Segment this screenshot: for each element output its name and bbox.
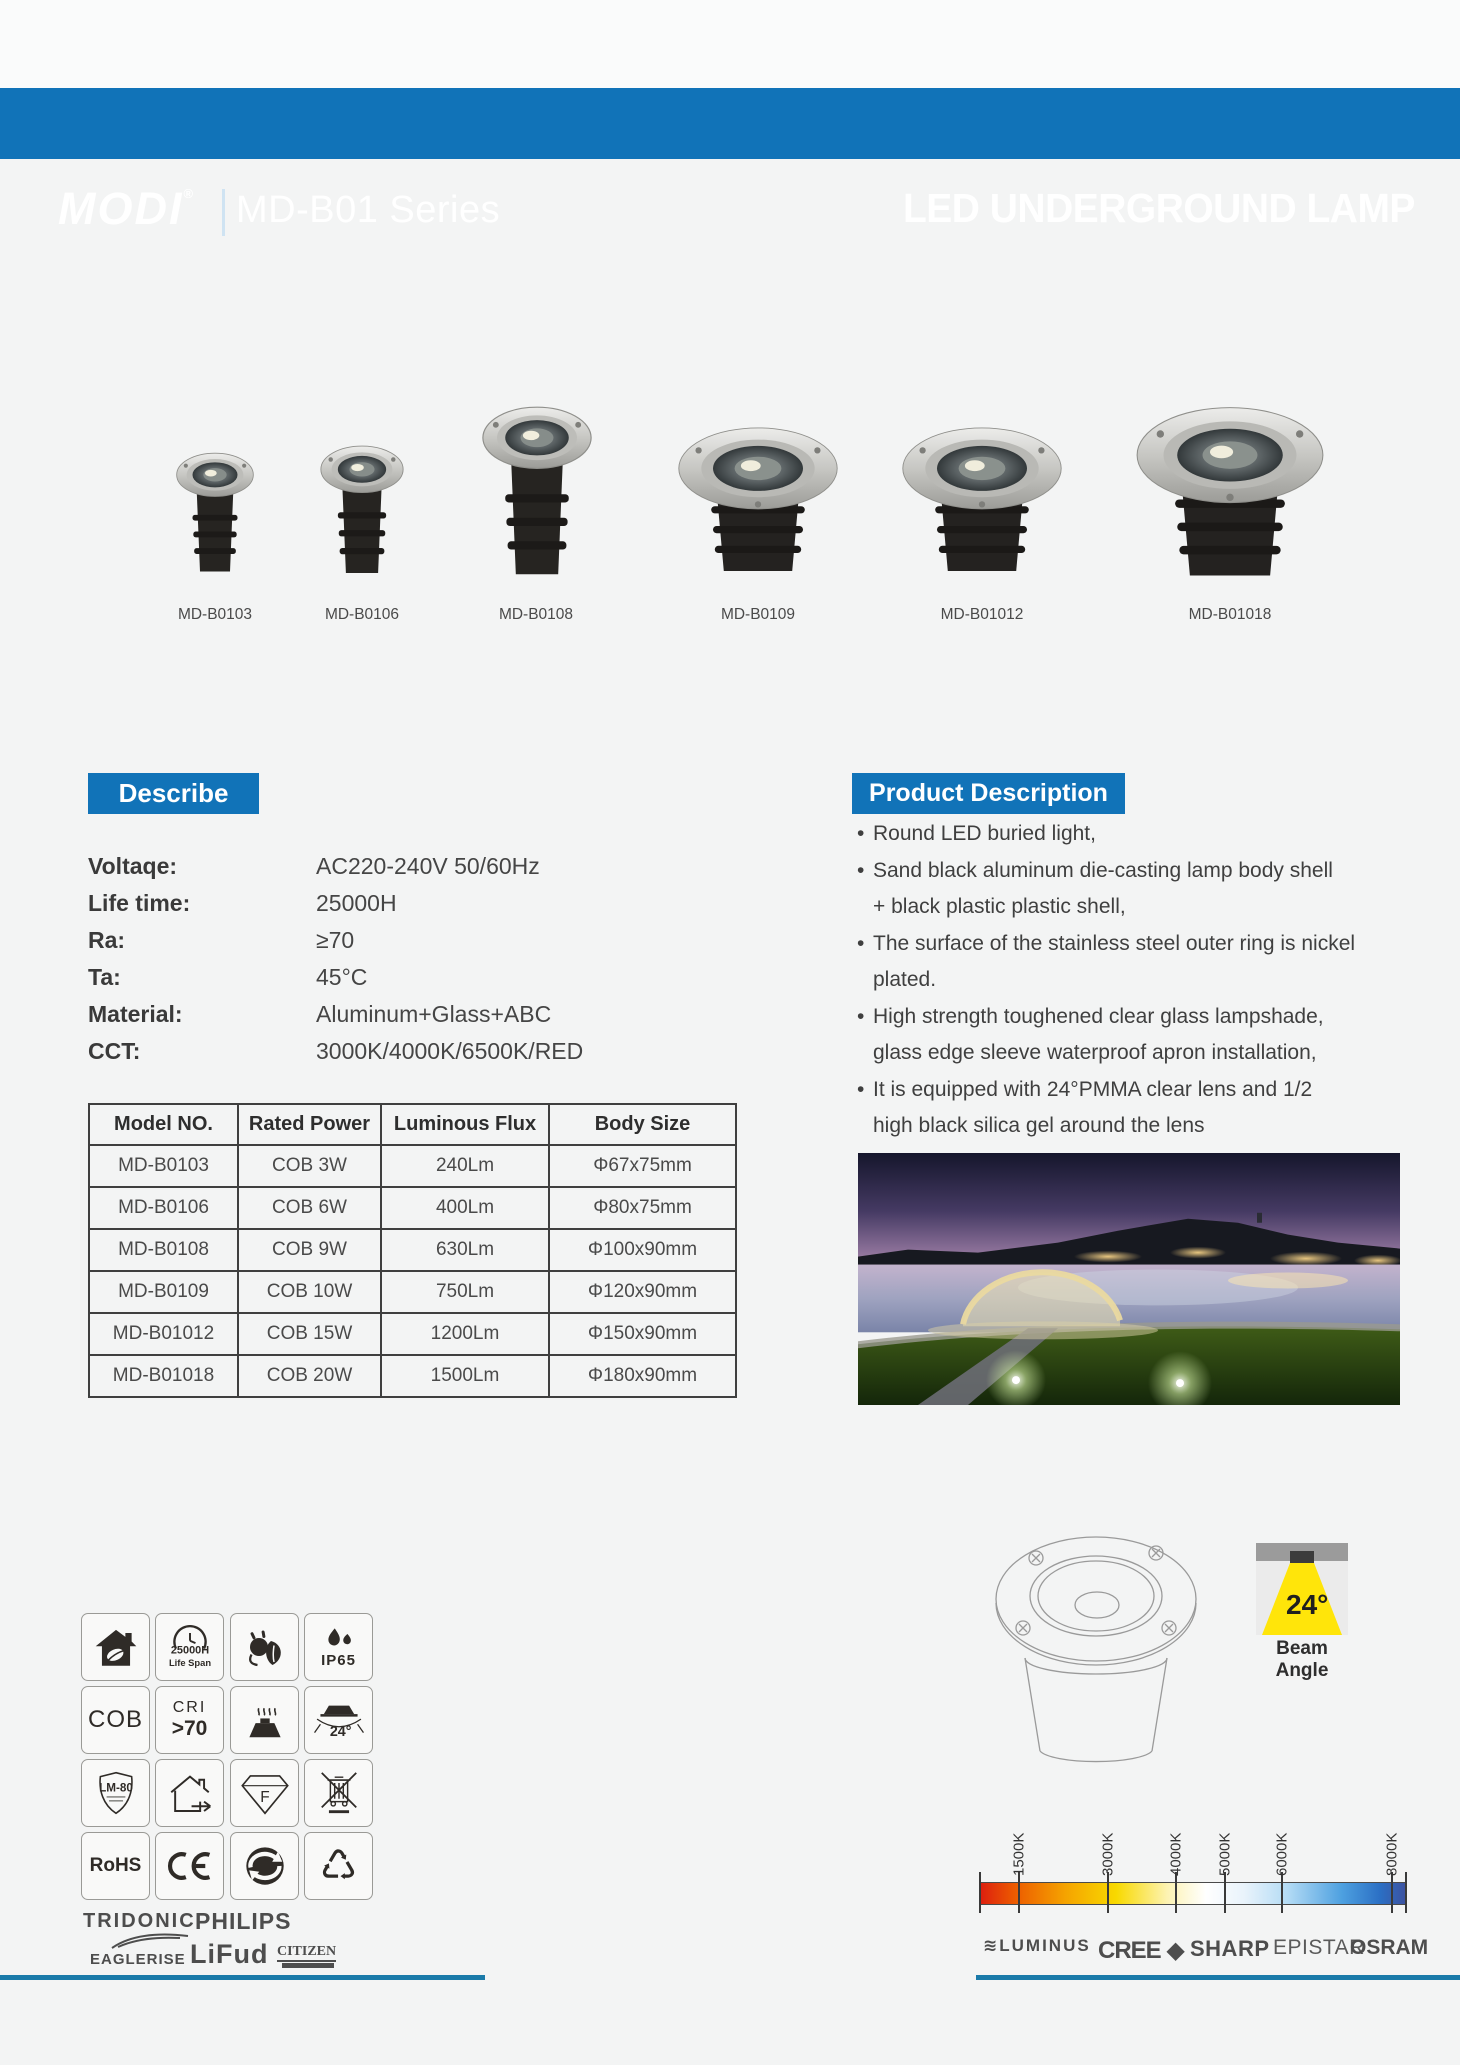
spec-value: ≥70 [316, 927, 355, 953]
spec-label: CCT: [88, 1038, 141, 1064]
description-line: • Round LED buried light, [857, 822, 1096, 845]
spec-label: Material: [88, 1001, 183, 1027]
ip65-label: IP65 [321, 1651, 356, 1669]
header-band [0, 88, 1460, 234]
brand-logo [58, 183, 194, 234]
description-line: plated. [873, 968, 937, 991]
heatsink-icon [230, 1686, 299, 1754]
cct-tick-label: 1500K [1010, 1832, 1028, 1876]
rohs-icon [81, 1832, 150, 1900]
product-model-label: MD-B0103 [177, 606, 253, 623]
spec-value: 25000H [316, 890, 397, 916]
brand-luminus: ≋LUMINUS [983, 1936, 1091, 1955]
description-line: • The surface of the stainless steel outer ring is nickel [857, 931, 1356, 955]
citizen-underline [282, 1963, 334, 1968]
svg-text:LM-80: LM-80 [98, 1781, 133, 1795]
description-line: glass edge sleeve waterproof apron installation, [873, 1041, 1317, 1064]
eco-house-icon [81, 1613, 150, 1681]
cri-label: CRI [172, 1699, 207, 1716]
cob-icon [81, 1686, 150, 1754]
rohs-label: RoHS [89, 1855, 142, 1876]
product-description-heading: Product Description [852, 773, 1125, 814]
description-line: • High strength toughened clear glass lampshade, [857, 1004, 1324, 1028]
spec-table [88, 1103, 737, 1398]
col-header: Body Size [549, 1104, 736, 1145]
description-line: • It is equipped with 24°PMMA clear lens and 1/2 [857, 1077, 1313, 1101]
brand-lifud: LiFud [190, 1939, 269, 1969]
product-description-text [857, 816, 1417, 1145]
description-line: • Sand black aluminum die-casting lamp body shell [857, 858, 1333, 882]
cri-value: >70 [171, 1717, 208, 1740]
beam-angle-value: 24° [1286, 1589, 1329, 1620]
product-photo-md-b0108 [462, 386, 612, 586]
spec-value: AC220-240V 50/60Hz [316, 853, 540, 879]
technical-drawing [985, 1525, 1235, 1765]
cri-icon [155, 1686, 224, 1754]
f-class-icon [230, 1759, 299, 1827]
outdoor-house-icon [155, 1759, 224, 1827]
page-title: LED UNDERGROUND LAMP [903, 185, 1415, 231]
table-row: MD-B01018 COB 20W 1500Lm Φ180x90mm [89, 1355, 736, 1397]
brand-name: MODI [58, 183, 184, 234]
cct-tick [1405, 1872, 1407, 1913]
cct-tick-label: 6000K [1273, 1832, 1291, 1876]
cct-tick [979, 1872, 981, 1913]
table-header-row [89, 1104, 736, 1145]
product-model-label: MD-B0108 [498, 606, 574, 623]
eaglerise-swoosh-icon [108, 1928, 192, 1950]
eco-plug-icon [230, 1613, 299, 1681]
svg-text:25000H: 25000H [170, 1644, 209, 1657]
green-dot-icon [230, 1832, 299, 1900]
recycle-icon [304, 1832, 373, 1900]
svg-text:24°: 24° [329, 1724, 352, 1741]
table-row: MD-B0103 COB 3W 240Lm Φ67x75mm [89, 1145, 736, 1187]
description-line: high black silica gel around the lens [873, 1114, 1205, 1137]
cct-gradient-bar [979, 1882, 1407, 1905]
spec-value: 45°C [316, 964, 368, 990]
product-photo-md-b01018 [1124, 396, 1336, 586]
cct-tick-label: 5000K [1216, 1832, 1234, 1876]
ip65-icon [304, 1613, 373, 1681]
brand-sharp: SHARP [1190, 1936, 1270, 1961]
svg-text:F: F [259, 1788, 270, 1806]
col-header: Rated Power [238, 1104, 381, 1145]
lm80-icon [81, 1759, 150, 1827]
beam-angle-label: Beam Angle [1275, 1638, 1329, 1681]
cct-tick [1391, 1872, 1393, 1913]
spec-label: Life time: [88, 890, 191, 916]
top-strip [0, 0, 1460, 88]
product-model-label: MD-B0109 [720, 606, 796, 623]
footer-rule-left [0, 1975, 485, 1980]
brand-epistar: EPISTAR [1273, 1936, 1365, 1959]
table-row: MD-B0108 COB 9W 630Lm Φ100x90mm [89, 1229, 736, 1271]
cct-tick-label: 3000K [1099, 1832, 1117, 1876]
table-row: MD-B01012 COB 15W 1200Lm Φ150x90mm [89, 1313, 736, 1355]
spec-value: 3000K/4000K/6500K/RED [316, 1038, 584, 1064]
brand-philips: PHILIPS [195, 1908, 292, 1934]
lifespan-icon [155, 1613, 224, 1681]
table-row: MD-B0106 COB 6W 400Lm Φ80x75mm [89, 1187, 736, 1229]
registered-mark: ® [183, 186, 194, 201]
spec-label: Ra: [88, 927, 126, 953]
product-photo-md-b0103 [165, 438, 265, 580]
beam-angle-24-icon [304, 1686, 373, 1754]
col-header: Model NO. [89, 1104, 238, 1145]
spec-label: Ta: [88, 964, 121, 990]
product-model-label: MD-B01018 [1188, 606, 1272, 623]
description-line: + black plastic plastic shell, [873, 895, 1126, 918]
product-model-label: MD-B01012 [940, 606, 1024, 623]
cct-tick [1281, 1872, 1283, 1913]
footer-rule-right [976, 1975, 1460, 1980]
cct-tick-label: 4000K [1167, 1832, 1185, 1876]
cob-label: COB [87, 1706, 143, 1733]
cct-tick [1018, 1872, 1020, 1913]
spec-value: Aluminum+Glass+ABC [316, 1001, 552, 1027]
cct-tick [1175, 1872, 1177, 1913]
cct-tick [1107, 1872, 1109, 1913]
brand-cree: CREE ◆ [1098, 1937, 1184, 1964]
product-model-label: MD-B0106 [324, 606, 400, 623]
col-header: Luminous Flux [381, 1104, 549, 1145]
spec-label: Voltaqe: [88, 853, 178, 879]
product-photo-md-b0106 [303, 430, 421, 582]
application-night-photo [858, 1153, 1400, 1405]
weee-bin-icon [304, 1759, 373, 1827]
cct-tick-label: 8000K [1383, 1832, 1401, 1876]
header-divider [222, 189, 225, 236]
brand-eaglerise: EAGLERISE [90, 1951, 186, 1968]
describe-heading: Describe [88, 773, 259, 814]
brand-citizen: CITIZEN [277, 1944, 336, 1962]
cct-tick [1224, 1872, 1226, 1913]
brand-tridonic: TRIDONIC [83, 1910, 196, 1932]
product-photo-md-b0109 [668, 418, 848, 580]
brand-osram: OSRAM [1350, 1936, 1429, 1959]
table-row: MD-B0109 COB 10W 750Lm Φ120x90mm [89, 1271, 736, 1313]
svg-text:Life Span: Life Span [168, 1657, 211, 1668]
ce-mark-icon [155, 1832, 224, 1900]
product-photo-md-b01012 [892, 418, 1072, 580]
recycle-glyph: ♺ [319, 1841, 358, 1890]
series-title: MD-B01 Series [236, 189, 501, 231]
